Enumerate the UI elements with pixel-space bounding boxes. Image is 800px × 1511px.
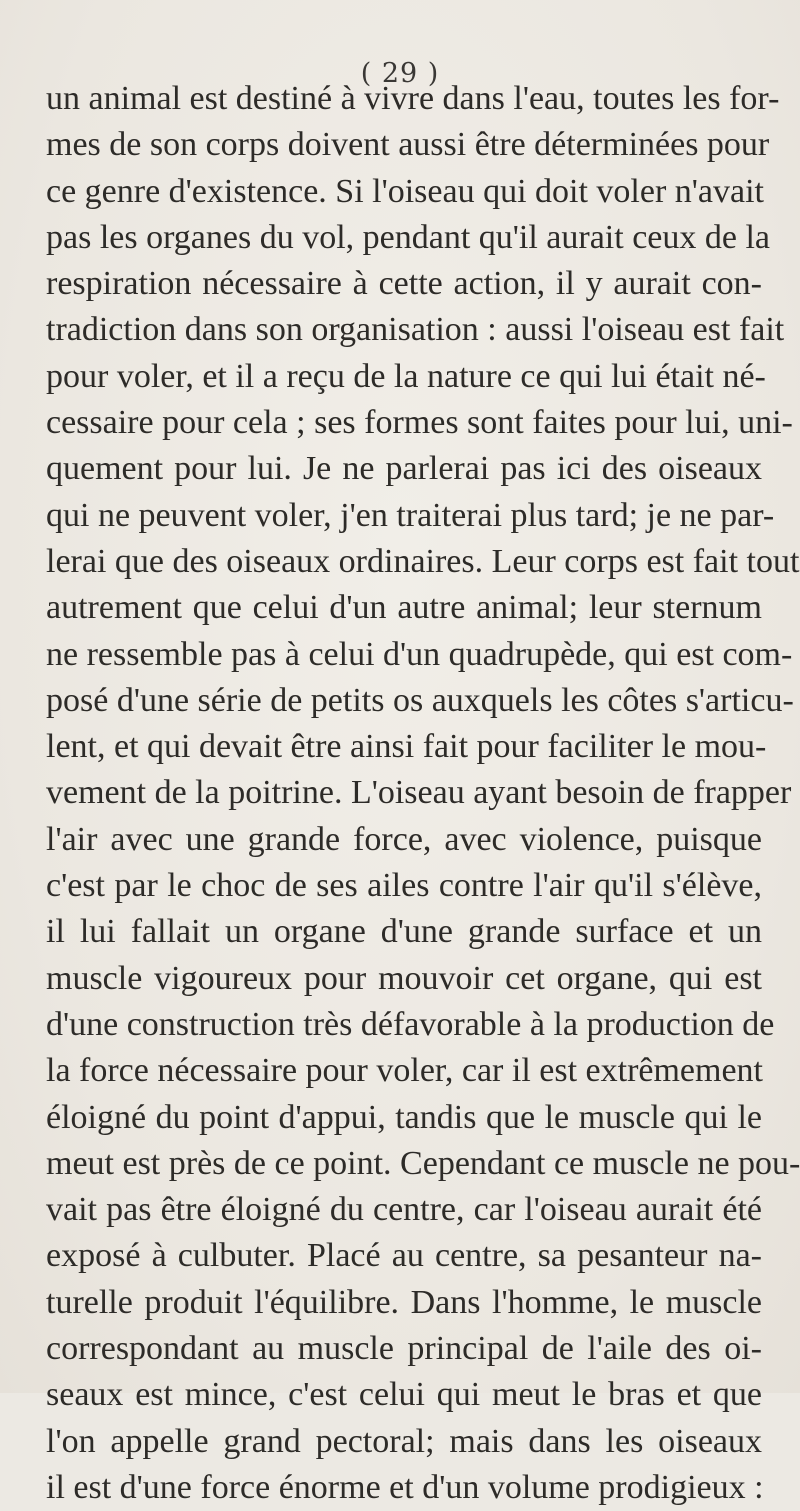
text-line: lent, et qui devait être ainsi fait pour faciliter le mou- [46,728,767,766]
text-line: l'air avec une grande force, avec violence, puisque [46,820,762,858]
text-line: autrement que celui d'un autre animal; leur sternum [46,589,762,627]
text-line: tradiction dans son organisation : aussi l'oiseau est fait [46,311,785,349]
text-line: ne ressemble pas à celui d'un quadrupède, qui est com- [46,635,793,673]
text-line: posé d'une série de petits os auxquels les côtes s'articu- [46,681,794,719]
text-line: turelle produit l'équilibre. Dans l'homme, le muscle [46,1283,762,1321]
text-line: un animal est destiné à vivre dans l'eau, toutes les for- [46,80,780,117]
text-line: seaux est mince, c'est celui qui meut le bras et que [46,1376,762,1414]
text-line: qui ne peuvent voler, j'en traiterai plus tard; je ne par- [46,496,775,534]
body-text [46,76,800,1511]
text-line: l'on appelle grand pectoral; mais dans les oiseaux [46,1422,762,1460]
text-line: il lui fallait un organe d'une grande surface et un [46,913,762,951]
text-line: pas les organes du vol, pendant qu'il aurait ceux de la [46,218,771,256]
text-line: exposé à culbuter. Placé au centre, sa pesanteur na- [46,1237,762,1275]
text-line: lerai que des oiseaux ordinaires. Leur corps est fait tout [46,542,800,580]
text-line: correspondant au muscle principal de l'aile des oi- [46,1330,762,1368]
text-line: quement pour lui. Je ne parlerai pas ici des oiseaux [46,450,762,488]
text-line: cessaire pour cela ; ses formes sont faites pour lui, uni- [46,404,793,442]
text-line: la force nécessaire pour voler, car il est extrêmement [46,1052,764,1090]
text-line: c'est par le choc de ses ailes contre l'air qu'il s'élève, [46,867,762,905]
text-line: pour voler, et il a reçu de la nature ce qui lui était né- [46,357,766,395]
text-line: d'une construction très défavorable à la production de [46,1005,775,1043]
page-number: ( 29 ) [360,58,440,89]
text-line: vait pas être éloigné du centre, car l'oiseau aurait été [46,1191,762,1229]
text-line: mes de son corps doivent aussi être déterminées pour [46,126,770,164]
text-line: vement de la poitrine. L'oiseau ayant besoin de frapper [46,774,792,812]
text-line: il est d'une force énorme et d'un volume prodigieux : [46,1468,764,1506]
text-line: meut est près de ce point. Cependant ce muscle ne pou- [46,1144,800,1182]
text-line: muscle vigoureux pour mouvoir cet organe, qui est [46,959,762,997]
text-line: éloigné du point d'appui, tandis que le muscle qui le [46,1098,762,1136]
text-line: respiration nécessaire à cette action, il y aurait con- [46,265,762,303]
text-line: ce genre d'existence. Si l'oiseau qui doit voler n'avait [46,172,764,210]
